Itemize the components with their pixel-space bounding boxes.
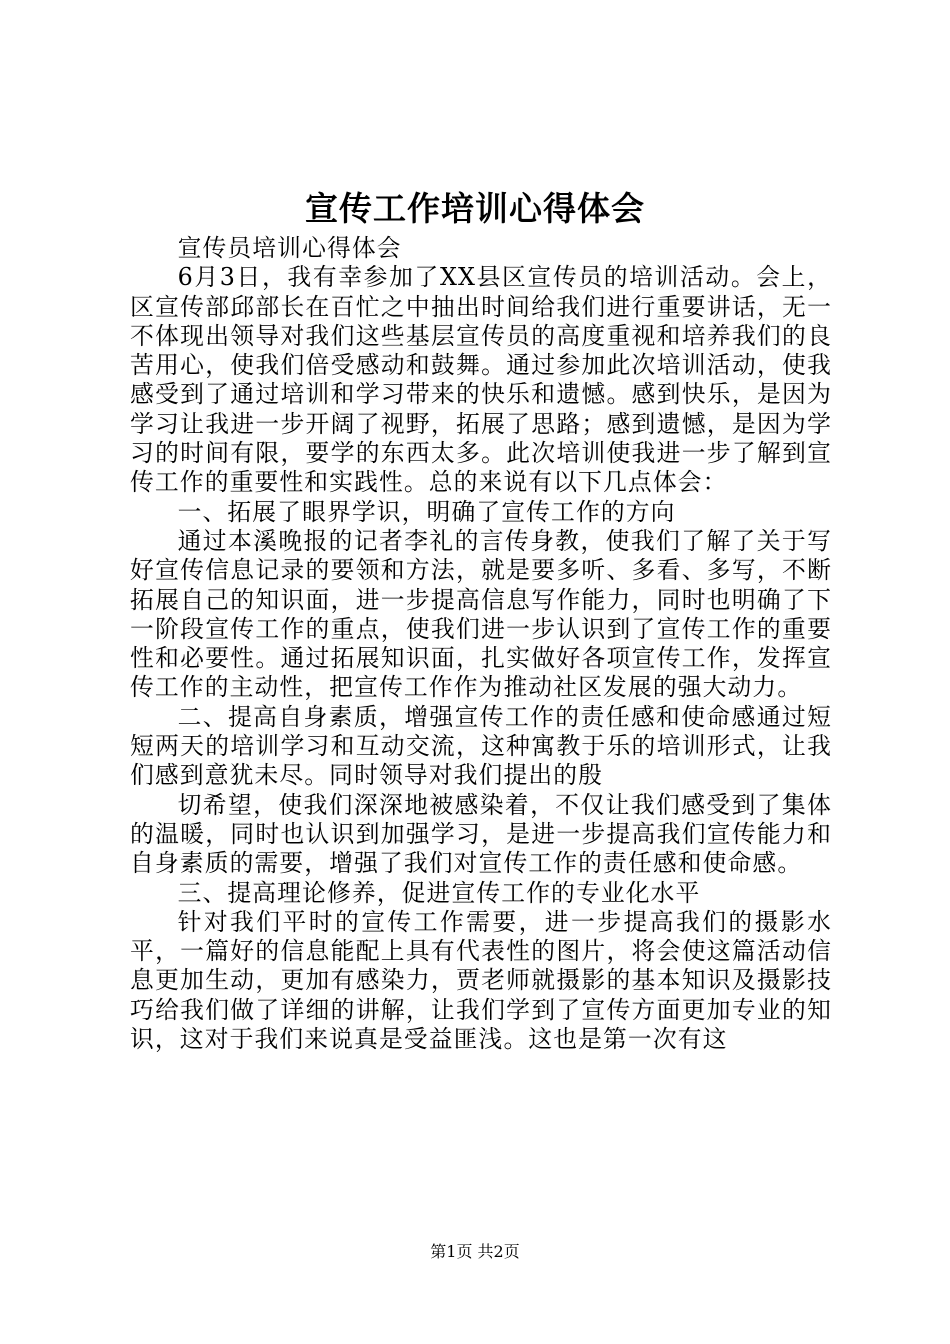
paragraph: 通过本溪晚报的记者李礼的言传身教，使我们了解了关于写好宣传信息记录的要领和方法，就是要多听、多看、多写，不断拓展自己的知识面，进一步提高信息写作能力，同时也明确了下一阶段宣传工作的重点，使我们进一步认识到了宣传工作的重要性和必要性。通过拓展知识面，扎实做好各项宣传工作，发挥宣传工作的主动性，把宣传工作作为推动社区发展的强大动力。 [130,526,832,702]
section-heading-paragraph: 二、提高自身素质，增强宣传工作的责任感和使命感通过短短两天的培训学习和互动交流，这种寓教于乐的培训形式，让我们感到意犹未尽。同时领导对我们提出的殷 [130,702,832,790]
section-heading: 三、提高理论修养，促进宣传工作的专业化水平 [177,878,701,907]
paragraph: 针对我们平时的宣传工作需要，进一步提高我们的摄影水平，一篇好的信息能配上具有代表性的图片，将会使这篇活动信息更加生动，更加有感染力，贾老师就摄影的基本知识及摄影技巧给我们做了详细的讲解，让我们学到了宣传方面更加专业的知识，这对于我们来说真是受益匪浅。这也是第一次有这 [130,907,832,1054]
paragraph-subtitle: 宣传员培训心得体会 [177,234,402,262]
document-body [130,234,832,1054]
page-number-footer: 第1页 共2页 [430,1242,520,1261]
paragraph: 切希望，使我们深深地被感染着，不仅让我们感受到了集体的温暖，同时也认识到加强学习，是进一步提高我们宣传能力和自身素质的需要，增强了我们对宣传工作的责任感和使命感。 [130,790,832,878]
section-heading: 一、拓展了眼界学识，明确了宣传工作的方向 [177,497,676,526]
document-title: 宣传工作培训心得体会 [305,189,645,228]
paragraph: 6月3日，我有幸参加了XX县区宣传员的培训活动。会上，区宣传部邱部长在百忙之中抽出时间给我们进行重要讲话，无一不体现出领导对我们这些基层宣传员的高度重视和培养我们的良苦用心，使我们倍受感动和鼓舞。通过参加此次培训活动，使我感受到了通过培训和学习带来的快乐和遗憾。感到快乐，是因为学习让我进一步开阔了视野，拓展了思路；感到遗憾，是因为学习的时间有限，要学的东西太多。此次培训使我进一步了解到宣传工作的重要性和实践性。总的来说有以下几点体会： [130,263,832,497]
